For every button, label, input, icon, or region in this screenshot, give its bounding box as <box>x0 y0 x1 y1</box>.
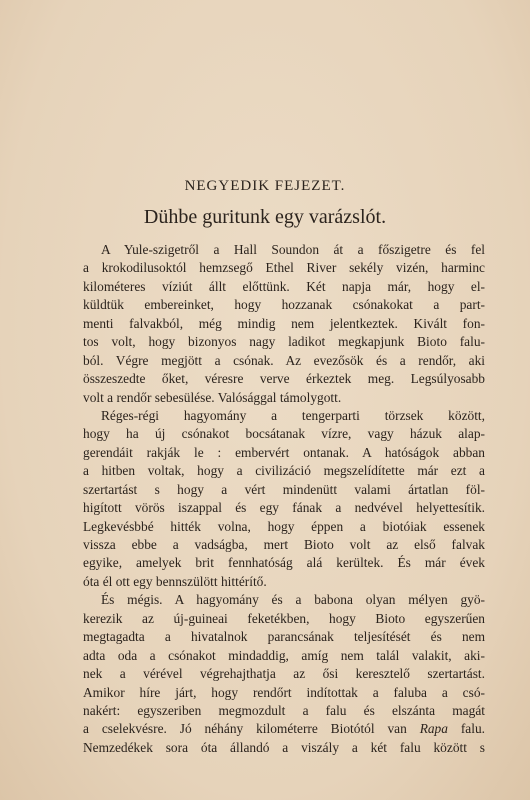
text-line: szertartást s hogy a vért mindenütt valami ártatlan föl- <box>83 481 485 497</box>
text-line: nakért: egyszeriben megmozdult a falu és elszánta magát <box>83 702 485 718</box>
text-line: adta oda a csónakot mindaddig, amíg nem talál valakit, aki- <box>83 647 485 663</box>
text-line: tos volt, hogy bizonyos nagy ladikot megkapjunk Bioto falu- <box>83 334 485 350</box>
text-line: Réges-régi hagyomány a tengerparti törzsek között, <box>101 407 485 423</box>
text-line: higított vörös iszappal és egy fának a nedvével helyettesítik. <box>83 500 485 516</box>
body-text <box>83 241 485 757</box>
text-line: megtagadta a hivatalnok parancsának teljesítését és nem <box>83 629 485 645</box>
text-line: kerezik az új-guineai feketékben, hogy Bioto egyszerűen <box>83 610 485 626</box>
text-line: ból. Végre megjött a csónak. Az evezősök és a rendőr, aki <box>83 352 485 368</box>
text-line: összeszedte őket, véresre verve érkeztek meg. Legsúlyosabb <box>83 371 485 387</box>
text-line: menti falvakból, még mindig nem jelentkeztek. Kivált fon- <box>83 315 485 331</box>
text-line: nek a vérével végrehajthatja az ősi keresztelő szertartást. <box>83 666 485 682</box>
text-line: És mégis. A hagyomány és a babona olyan mélyen gyö- <box>101 592 485 608</box>
text-line: volt a rendőr sebesülése. Valósággal támolygott. <box>83 389 342 405</box>
place-name: Rapa <box>419 721 448 737</box>
text-line: küldtük embereinket, hogy hozzanak csónakokat a part- <box>83 297 485 313</box>
text-line: A Yule-szigetről a Hall Soundon át a főszigetre és fel <box>101 242 485 257</box>
chapter-number: NEGYEDIK FEJEZET. <box>184 178 346 194</box>
text-line: hogy ha új csónakot bocsátanak vízre, vagy házuk alap- <box>83 426 485 442</box>
text-line: a cselekvésre. Jó néhány kilométerre Biotótól van Rapa falu. <box>83 721 485 737</box>
text-line: Legkevésbbé hitték volna, hogy éppen a biotóiak essenek <box>83 518 485 534</box>
text-line: gerendáit rakják le : embervért ontanak. A hatóságok abban <box>83 444 485 460</box>
text-line: kilométeres víziút állt előttünk. Két napja már, hogy el- <box>83 278 485 294</box>
text-line: óta él ott egy bennszülött hittérítő. <box>83 573 267 589</box>
text-line: a krokodilusoktól hemzsegő Ethel River sekély vizén, harminc <box>83 260 485 276</box>
text-line: Amikor híre járt, hogy rendőrt indítottak a faluba a csó- <box>83 684 485 700</box>
text-line: Nemzedékek sora óta állandó a viszály a két falu között s <box>83 739 485 755</box>
text-line: vissza ebbe a vadságba, mert Bioto volt az első falvak <box>83 537 485 552</box>
chapter-title: Dühbe guritunk egy varázslót. <box>143 206 387 228</box>
text-line: egyike, amelyek brit fennhatóság alá kerültek. És már évek <box>83 555 485 571</box>
text-line: a hitben voltak, hogy a civilizáció megszelídítette már ezt a <box>83 463 485 479</box>
